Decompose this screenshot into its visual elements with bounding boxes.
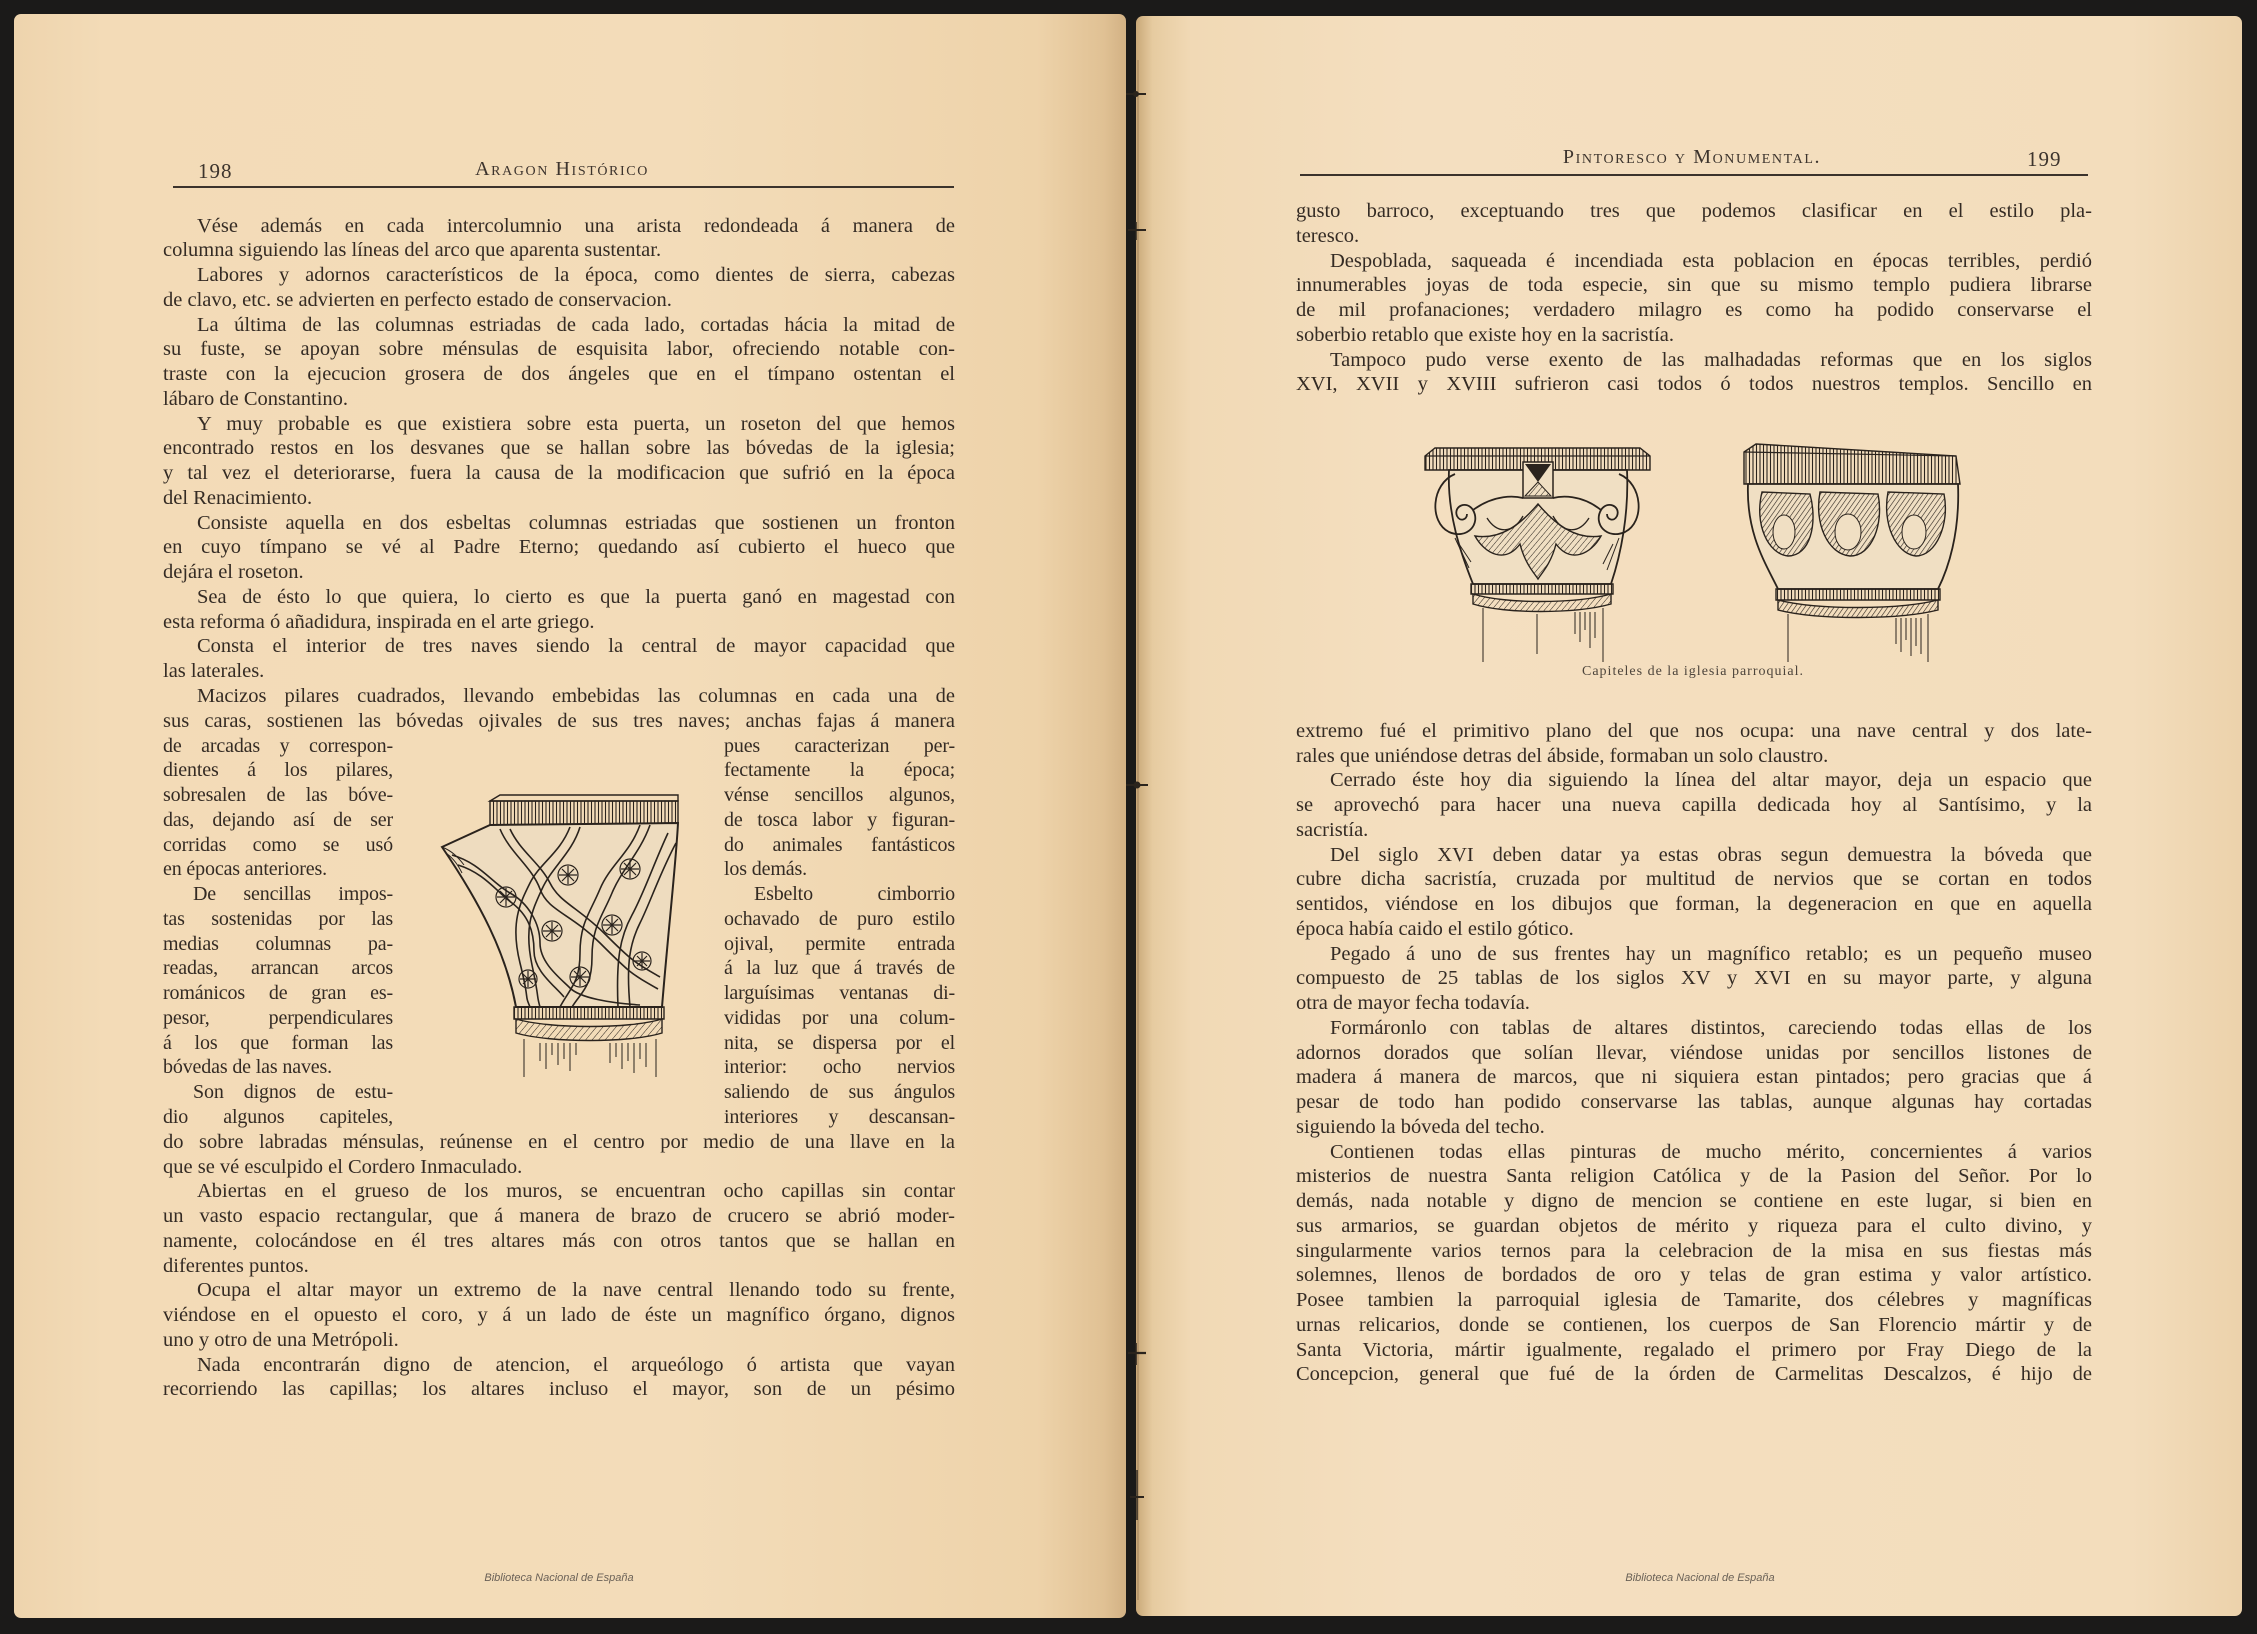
text-line: de tosca labor y figuran- [724, 808, 955, 831]
text-line: fectamente la época; [724, 759, 955, 782]
book-gutter [1112, 0, 1152, 1634]
text-line: Contienen todas ellas pinturas de mucho mérito, concernientes á varios [1330, 1140, 2092, 1163]
paragraph [163, 1278, 955, 1352]
astragal-ring [514, 1007, 664, 1041]
text-line: sentidos, viéndose en los dibujos que forman, la degeneracion en que en aquella [1296, 893, 2092, 916]
text-line: sacristía. [1296, 818, 1369, 841]
paragraph [163, 1353, 955, 1403]
text-line: en cuyo tímpano se vé al Padre Eterno; quedando así cubierto el hueco que [163, 536, 955, 559]
text-line: Labores y adornos característicos de la época, como dientes de sierra, cabezas [197, 264, 955, 287]
text-line: vididas por una colum- [724, 1006, 955, 1029]
running-head: Aragon Histórico [475, 158, 649, 180]
text-line: y tal vez el deteriorarse, fuera la causa de la modificacion que sufrió en la época [163, 462, 955, 485]
text-line: diferentes puntos. [163, 1254, 309, 1277]
paragraph [1296, 1140, 2092, 1388]
body-text-bottom [163, 1130, 955, 1402]
text-line: su fuste, se apoyan sobre ménsulas de esquisita labor, ofreciendo notable con- [163, 338, 955, 361]
paragraph [163, 734, 393, 883]
text-line: solemnes, llenos de bordados de oro y telas de gran estima y valor artístico. [1296, 1264, 2092, 1287]
text-line: compuesto de 25 tablas de los siglos XV y XVI en su mayor parte, y alguna [1296, 967, 2092, 990]
text-line: XVI, XVII y XVIII sufrieron casi todos ó todos nuestros templos. Sencillo en [1296, 373, 2092, 396]
text-line: singularmente varios ternos para la celebracion de la misa en sus fiestas más [1296, 1239, 2092, 1262]
text-line: en épocas anteriores. [163, 858, 327, 881]
text-line: pesor, perpendiculares [163, 1006, 393, 1029]
text-line: columna siguiendo las líneas del arco que aparenta sustentar. [163, 239, 662, 262]
paragraph [163, 511, 955, 585]
paragraph [1296, 768, 2092, 842]
column-shaft [1788, 614, 1928, 662]
text-line: soberbio retablo que existe hoy en la sacristía. [1296, 323, 1674, 346]
page-number: 198 [198, 159, 233, 183]
text-line: cubre dicha sacristía, cruzada por multitud de nervios que se cortan en todos [1296, 868, 2092, 891]
paragraph [724, 734, 955, 883]
paragraph [724, 882, 955, 1130]
volute-capital-illustration [1425, 444, 1650, 666]
text-line: Tampoco pudo verse exento de las malhadadas reformas que en los siglos [1330, 348, 2092, 371]
column-shaft [1483, 608, 1603, 662]
text-line: madera á manera de marcos, que ni siquiera estan pintados; pero gracias que á [1296, 1066, 2092, 1089]
text-line: Sea de ésto lo que quiera, lo cierto es que la puerta ganó en magestad con [197, 585, 955, 608]
text-line: pesar de todo han podido conservarse las tablas, aunque algunas hay cortadas [1296, 1091, 2092, 1114]
text-line: dejára el roseton. [163, 561, 304, 584]
text-line: pues caracterizan per- [724, 734, 955, 757]
paragraph [163, 263, 955, 313]
text-line: Y muy probable es que existiera sobre esta puerta, un roseton del que hemos [197, 412, 955, 435]
paragraph [1296, 843, 2092, 942]
text-line: lábaro de Constantino. [163, 387, 349, 410]
text-line: teresco. [1296, 224, 1360, 247]
astragal-ring [1471, 584, 1613, 612]
text-line: tas sostenidas por las [163, 907, 393, 930]
central-boss [1523, 462, 1553, 498]
text-line: interiores y descansan- [724, 1105, 955, 1128]
text-line: de clavo, etc. se advierten en perfecto estado de conservacion. [163, 288, 672, 311]
paragraph [163, 585, 955, 635]
astragal-ring [1776, 589, 1940, 618]
interlaced-capital-illustration [440, 793, 680, 1079]
text-line: Despoblada, saqueada é incendiada esta poblacion en épocas terribles, perdió [1330, 249, 2092, 272]
text-line: demás, nada notable y digno de mencion se contiene en este lugar, si bien en [1296, 1190, 2092, 1213]
text-line: sobresalen de las bóve- [163, 784, 393, 807]
figure-caption: Capiteles de la iglesia parroquial. [1582, 664, 1804, 679]
body-text-top [1296, 199, 2092, 397]
text-line: sus caras, sostienen las bóvedas ojivales de sus tres naves; anchas fajas á manera [163, 709, 955, 732]
text-line: las laterales. [163, 660, 265, 683]
text-line: del Renacimiento. [163, 486, 313, 509]
paragraph [1296, 942, 2092, 1016]
text-line: sus armarios, se guardan objetos de mérito y riqueza para el culto divino, y [1296, 1214, 2092, 1237]
paragraph [1296, 348, 2092, 398]
text-line: readas, arrancan arcos [163, 957, 393, 980]
text-line: medias columnas pa- [163, 932, 393, 955]
text-line: namente, colocándose en él tres altares más con otros tantos que se hallan en [163, 1229, 955, 1252]
text-line: Concepcion, general que fué de la órden de Carmelitas Descalzos, é hijo de [1296, 1363, 2092, 1386]
text-line: románicos de gran es- [163, 982, 393, 1005]
text-line: Vése además en cada intercolumnio una arista redondeada á manera de [197, 214, 955, 237]
text-line: rales que uniéndose detras del ábside, formaban un solo claustro. [1296, 744, 1829, 767]
text-line: gusto barroco, exceptuando tres que podemos clasificar en el estilo pla- [1296, 200, 2092, 223]
paragraph [1296, 249, 2092, 348]
paragraph [163, 634, 955, 684]
text-line: interior: ocho nervios [724, 1056, 955, 1079]
text-line: Abiertas en el grueso de los muros, se encuentran ocho capillas sin contar [197, 1180, 955, 1203]
paragraph [163, 1179, 955, 1278]
text-line: traste con la ejecucion grosera de dos ángeles que en el tímpano ostentan el [163, 363, 955, 386]
text-line: Nada encontrarán digno de atencion, el arqueólogo ó artista que vayan [197, 1353, 955, 1376]
library-watermark: Biblioteca Nacional de España [1625, 1572, 1775, 1584]
body-text-top [163, 214, 955, 734]
text-line: á los que forman las [163, 1031, 393, 1054]
text-line: Del siglo XVI deben datar ya estas obras segun demuestra la bóveda que [1330, 843, 2092, 866]
text-line: Macizos pilares cuadrados, llevando embebidas las columnas en cada una de [197, 684, 955, 707]
text-line: Consta el interior de tres naves siendo la central de mayor capacidad que [197, 635, 955, 658]
paragraph [1296, 719, 2092, 769]
text-line: corridas como se usó [163, 833, 393, 856]
text-line: de arcadas y correspon- [163, 734, 393, 757]
text-line: época había caido el estilo gótico. [1296, 917, 1574, 940]
page-number: 199 [2027, 147, 2062, 171]
abacus [490, 795, 678, 825]
text-line: esta reforma ó añadidura, inspirada en el arte griego. [163, 610, 595, 633]
text-line: Consiste aquella en dos esbeltas columnas estriadas que sostienen un fronton [197, 511, 955, 534]
text-line: misterios de nuestra Santa religion Católica y de la Pasion del Señor. Por lo [1296, 1165, 2092, 1188]
text-line: Posee tambien la parroquial iglesia de Tamarite, dos célebres y magníficas [1296, 1289, 2092, 1312]
text-line: larguísimas ventanas di- [724, 982, 955, 1005]
text-line: De sencillas impos- [193, 883, 393, 906]
header-rule [173, 186, 954, 188]
text-line: otra de mayor fecha todavía. [1296, 992, 1530, 1015]
text-line: Santa Victoria, mártir igualmente, regalado el primero por Fray Diego de la [1296, 1338, 2092, 1361]
body-text-bottom [1296, 719, 2092, 1387]
paragraph [163, 684, 955, 734]
leaf-lobes [1760, 492, 1946, 556]
text-line: uno y otro de una Metrópoli. [163, 1328, 399, 1351]
text-line: innumerables joyas de toda especie, sin que su mismo templo pudiera librarse [1296, 274, 2092, 297]
text-line: do sobre labradas ménsulas, reúnense en el centro por medio de una llave en la [163, 1130, 955, 1153]
paragraph [163, 1080, 393, 1130]
text-line: Ocupa el altar mayor un extremo de la nave central llenando todo su frente, [197, 1279, 955, 1302]
text-line: los demás. [724, 858, 807, 881]
body-text-wrap-left [163, 734, 393, 1130]
paragraph [1296, 1016, 2092, 1140]
text-line: bóvedas de las naves. [163, 1056, 333, 1079]
paragraph [163, 412, 955, 511]
text-line: que se vé esculpido el Cordero Inmaculado. [163, 1155, 523, 1178]
text-line: urnas relicarios, donde se contienen, los cuerpos de San Florencio mártir y de [1296, 1313, 2092, 1336]
text-line: á la luz que á través de [724, 957, 955, 980]
library-watermark: Biblioteca Nacional de España [484, 1572, 634, 1584]
text-line: Pegado á uno de sus frentes hay un magnífico retablo; es un pequeño museo [1330, 942, 2092, 965]
text-line: siguiendo la bóveda del techo. [1296, 1115, 1545, 1138]
body-text-wrap-right [724, 734, 955, 1130]
text-line: adornos dorados que solían llevar, viéndose unidas por sencillos listones de [1296, 1041, 2092, 1064]
lobed-capital-illustration [1738, 444, 1963, 666]
text-line: recorriendo las capillas; los altares incluso el mayor, son de un pésimo [163, 1378, 955, 1401]
column-shaft [524, 1039, 656, 1077]
text-line: se aprovechó para hacer una nueva capilla dedicada hoy al Santísimo, y la [1296, 794, 2092, 817]
text-line: ochavado de puro estilo [724, 907, 955, 930]
paragraph [1296, 199, 2092, 249]
text-line: viéndose en el opuesto el coro, y á un lado de éste un magnífico órgano, dignos [163, 1304, 955, 1327]
text-line: do animales fantásticos [724, 833, 955, 856]
paragraph [163, 1130, 955, 1180]
text-line: La última de las columnas estriadas de cada lado, cortadas hácia la mitad de [197, 313, 955, 336]
text-line: un vasto espacio rectangular, que á manera de brazo de crucero se abrió moder- [163, 1205, 955, 1228]
text-line: ojival, permite entrada [724, 932, 955, 955]
binding-stitch-marks [1126, 60, 1148, 1600]
header-rule [1300, 174, 2088, 176]
text-line: Esbelto cimborrio [754, 883, 955, 906]
paragraph [163, 882, 393, 1080]
text-line: dientes á los pilares, [163, 759, 393, 782]
text-line: extremo fué el primitivo plano del que nos ocupa: una nave central y dos late- [1296, 719, 2092, 742]
text-line: Son dignos de estu- [193, 1081, 393, 1104]
abacus [1744, 444, 1960, 484]
text-line: Cerrado éste hoy dia siguiendo la línea del altar mayor, deja un espacio que [1330, 769, 2092, 792]
text-line: encontrado restos en los desvanes que se hallan sobre las bóvedas de la iglesia; [163, 437, 955, 460]
text-line: nita, se dispersa por el [724, 1031, 955, 1054]
text-line: de mil profanaciones; verdadero milagro es como ha podido conservarse el [1296, 299, 2092, 322]
text-line: Formáronlo con tablas de altares distintos, careciendo todas ellas de los [1330, 1016, 2092, 1039]
text-line: das, dejando así de ser [163, 808, 393, 831]
text-line: vénse sencillos algunos, [724, 784, 955, 807]
text-line: dio algunos capiteles, [163, 1105, 393, 1128]
running-head: Pintoresco y Monumental. [1562, 146, 1822, 168]
paragraph [163, 214, 955, 264]
text-line: saliendo de sus ángulos [724, 1081, 955, 1104]
paragraph [163, 313, 955, 412]
